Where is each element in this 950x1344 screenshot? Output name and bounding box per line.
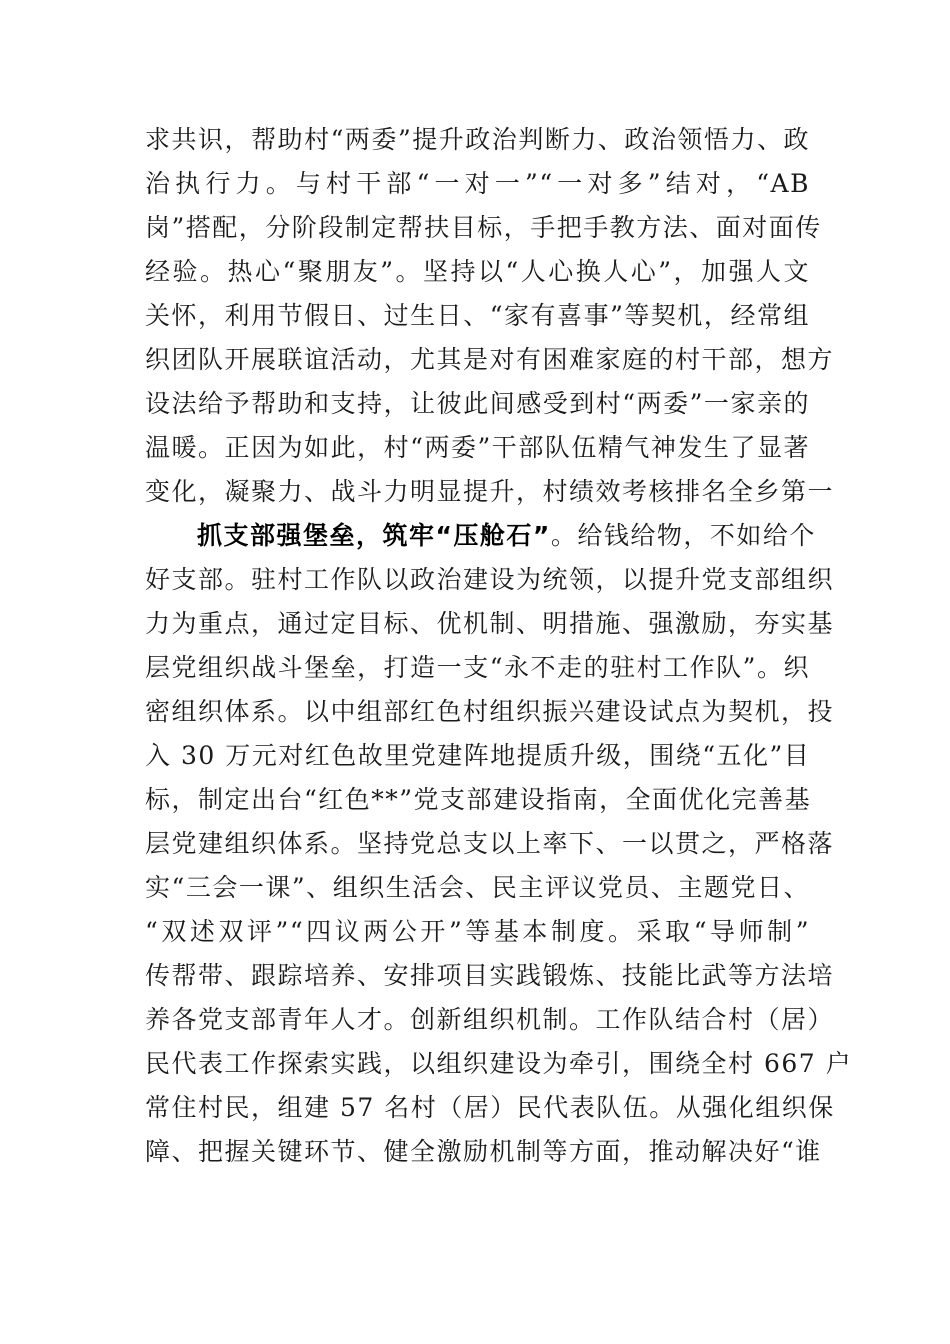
- text-line-1: 求共识，帮助村“两委”提升政治判断力、政治领悟力、政: [145, 125, 810, 154]
- text-line-7: 设法给予帮助和支持，让彼此间感受到村“两委”一家亲的: [145, 389, 810, 418]
- text-line-24: 障、把握关键环节、健全激励机制等方面，推动解决好“谁: [145, 1137, 822, 1166]
- section-heading: 抓支部强堡垒，筑牢“压舱石”: [197, 521, 551, 550]
- text-line-21: 养各党支部青年人才。创新组织机制。工作队结合村（居）: [145, 1005, 835, 1034]
- text-line-3: 岗”搭配，分阶段制定帮扶目标，手把手教方法、面对面传: [145, 213, 822, 242]
- text-line-22: 民代表工作探索实践，以组织建设为牵引，围绕全村 667 户: [145, 1049, 853, 1078]
- text-line-12: 力为重点，通过定目标、优机制、明措施、强激励，夯实基: [145, 609, 835, 638]
- text-line-19: “双述双评”“四议两公开”等基本制度。采取“导师制”: [145, 917, 810, 946]
- text-line-6: 织团队开展联谊活动，尤其是对有困难家庭的村干部，想方: [145, 345, 835, 374]
- text-line-4: 经验。热心“聚朋友”。坚持以“人心换人心”，加强人文: [145, 257, 810, 286]
- text-line-18: 实“三会一课”、组织生活会、民主评议党员、主题党日、: [145, 873, 810, 902]
- text-line-23: 常住村民，组建 57 名村（居）民代表队伍。从强化组织保: [145, 1093, 835, 1122]
- body-text: [145, 118, 853, 1174]
- text-line-15: 入 30 万元对红色故里党建阵地提质升级，围绕“五化”目: [145, 741, 811, 770]
- text-line-14: 密组织体系。以中组部红色村组织振兴建设试点为契机，投: [145, 697, 835, 726]
- text-line-5: 关怀，利用节假日、过生日、“家有喜事”等契机，经常组: [145, 301, 810, 330]
- text-line-16: 标，制定出台“红色**”党支部建设指南，全面优化完善基: [145, 785, 812, 814]
- text-line-8: 温暖。正因为如此，村“两委”干部队伍精气神发生了显著: [145, 433, 810, 462]
- text-line-17: 层党建组织体系。坚持党总支以上率下、一以贯之，严格落: [145, 829, 835, 858]
- text-line-2: 治执行力。与村干部“一对一”“一对多”结对，“AB: [145, 169, 810, 198]
- paragraph-2-first-line: [145, 514, 816, 558]
- text-line-13: 层党组织战斗堡垒，打造一支“永不走的驻村工作队”。织: [145, 653, 810, 682]
- text-line-9: 变化，凝聚力、战斗力明显提升，村绩效考核排名全乡第一: [145, 477, 835, 506]
- text-line-11: 好支部。驻村工作队以政治建设为统领，以提升党支部组织: [145, 565, 835, 594]
- text-line-20: 传帮带、跟踪培养、安排项目实践锻炼、技能比武等方法培: [145, 961, 835, 990]
- paragraph-2-first-line-rest: 。给钱给物，不如给个: [550, 521, 816, 550]
